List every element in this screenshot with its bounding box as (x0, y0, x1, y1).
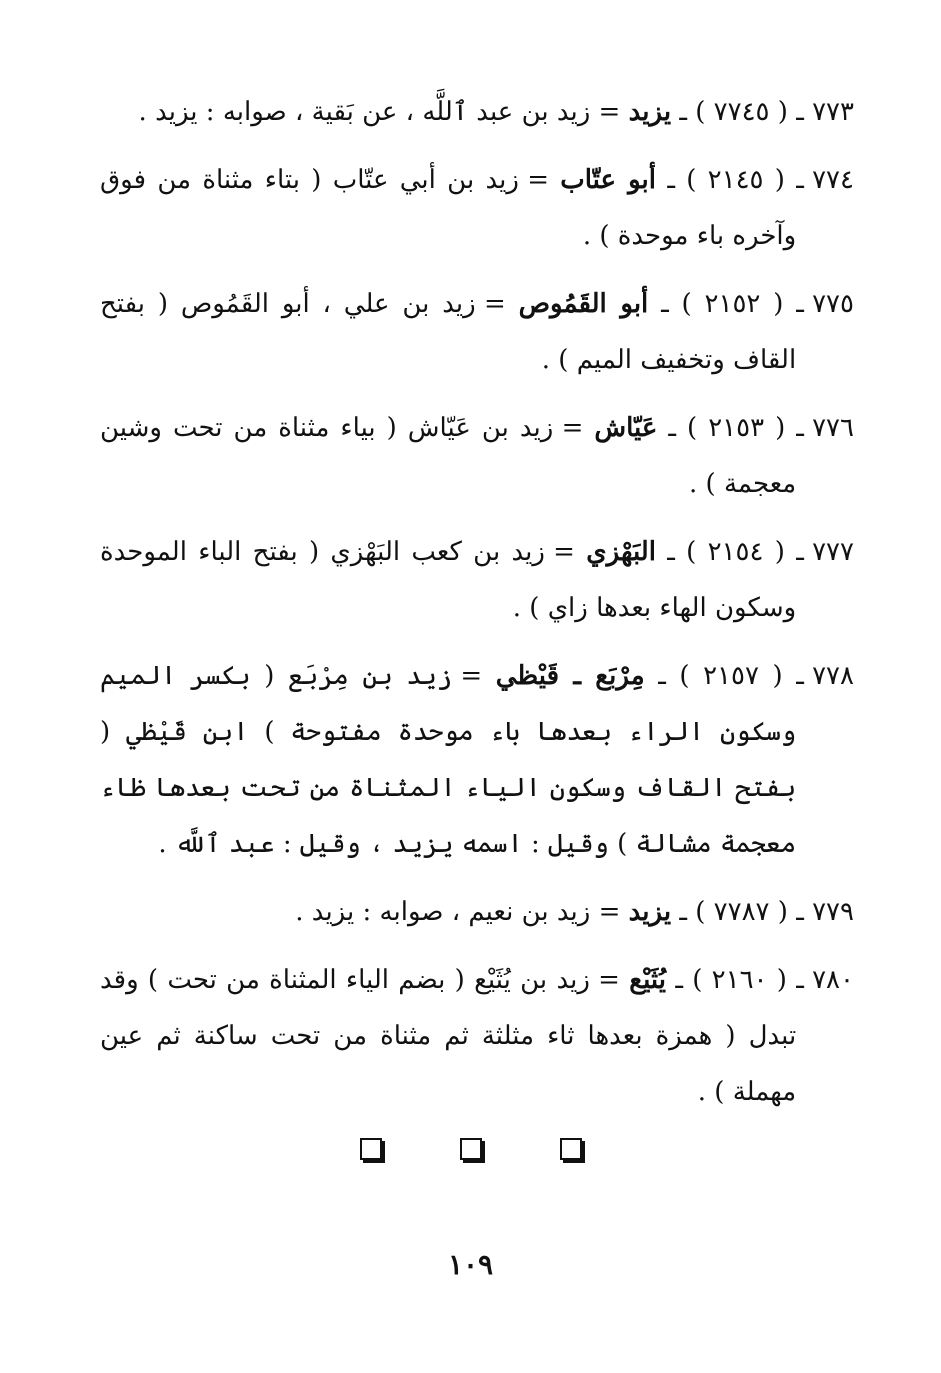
entry-head: أبو القَمُوص (518, 289, 649, 319)
entry-ref: ( ٧٧٨٧ ) ـ (679, 897, 788, 927)
entry-text: = زيد بن كعب البَهْزي ( بفتح الباء الموحدة وسكون الهاء بعدها زاي ) . (100, 537, 797, 623)
entry-head: يزيد (628, 97, 672, 127)
entry-ref: ( ٢١٤٥ ) ـ (667, 165, 785, 195)
square-ornament-icon (560, 1138, 582, 1160)
entry-body (100, 152, 796, 264)
square-ornament-icon (360, 1138, 382, 1160)
entry-body (100, 952, 796, 1120)
entry-head: مِرْبَع ـ قَيْظي (495, 661, 645, 691)
entry-number: ٧٨٠ ـ (796, 965, 854, 995)
entry-head: يُثَيْع (629, 965, 667, 995)
entry-body (100, 884, 796, 940)
entry-ref: ( ٢١٥٢ ) ـ (661, 289, 784, 319)
entry-ref: ( ٢١٦٠ ) ـ (675, 965, 787, 995)
entry-head: أبو عتّاب (560, 165, 657, 195)
entry-head: عَيّاش (594, 413, 658, 443)
entry-head: يزيد (628, 897, 672, 927)
entry-ref: ( ٢١٥٣ ) ـ (668, 413, 786, 443)
entry-body (100, 524, 796, 636)
entry-780 (100, 952, 854, 1120)
entry-number: ٧٧٩ ـ (796, 897, 854, 927)
entry-text: = زيد بن يُثَيْع ( بضم الياء المثناة من تحت ) وقد تبدل ( همزة بعدها ثاء مثلثة ثم مثناة من تحت ساكنة ثم عين مهملة ) . (100, 965, 797, 1107)
entry-head: البَهْزي (586, 537, 656, 567)
entry-number: ٧٧٣ ـ (796, 97, 854, 127)
entry-number: ٧٧٧ ـ (796, 537, 854, 567)
page-number: ١٠٩ (447, 1248, 494, 1281)
entry-773 (100, 84, 854, 140)
entry-number: ٧٧٦ ـ (796, 413, 854, 443)
entry-number: ٧٧٨ ـ (796, 661, 854, 691)
entry-ref: ( ٧٧٤٥ ) ـ (679, 97, 788, 127)
entry-number: ٧٧٤ ـ (796, 165, 854, 195)
entry-body (100, 84, 796, 140)
entry-text: = زيد بن نعيم ، صوابه : يزيد . (295, 897, 621, 927)
entry-778 (100, 648, 854, 872)
entry-body (100, 276, 796, 388)
square-ornament-icon (460, 1138, 482, 1160)
entry-775 (100, 276, 854, 388)
entry-body (100, 400, 796, 512)
entry-779 (100, 884, 854, 940)
entry-ref: ( ٢١٥٤ ) ـ (667, 537, 785, 567)
entry-776 (100, 400, 854, 512)
entry-text: = زيد بن عبد ٱللَّه ، عن بَقية ، صوابه : يزيد . (138, 97, 621, 127)
section-divider-ornament (0, 1138, 941, 1160)
entry-ref: ( ٢١٥٧ ) ـ (658, 661, 783, 691)
entry-text: = زيد بن مِرْبَع ( بكسر الميم وسكون الراء بعدها باء موحدة مفتوحة ) ابن قَيْظي ( بفتح القاف وسكون الياء المثناة من تحت بعدها ظاء معجمة مشالة ) وقيل : اسمه يزيد ، وقيل : عبد ٱللَّه . (100, 661, 797, 859)
entry-number: ٧٧٥ ـ (796, 289, 854, 319)
entry-774 (100, 152, 854, 264)
entry-body (100, 648, 796, 872)
entry-777 (100, 524, 854, 636)
page-body (100, 84, 854, 1132)
entry-text: = زيد بن أبي عتّاب ( بتاء مثناة من فوق وآخره باء موحدة ) . (100, 165, 797, 251)
entry-text: = زيد بن عَيّاش ( بياء مثناة من تحت وشين معجمة ) . (100, 413, 797, 499)
entry-text: = زيد بن علي ، أبو القَمُوص ( بفتح القاف وتخفيف الميم ) . (100, 289, 797, 375)
